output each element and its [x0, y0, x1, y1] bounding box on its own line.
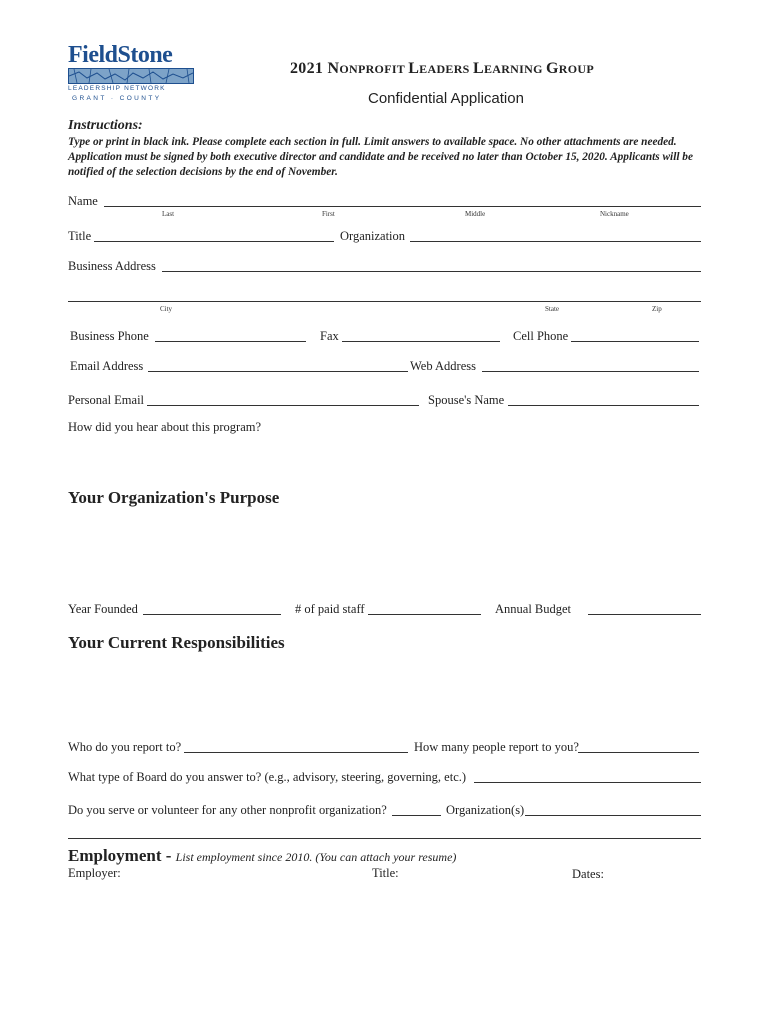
personal-email-field[interactable] [147, 405, 419, 406]
email-label: Email Address [70, 359, 144, 373]
paid-staff-field[interactable] [368, 614, 481, 615]
title-label: Title [68, 229, 92, 243]
annual-budget-field[interactable] [588, 614, 701, 615]
orgs-extra-field[interactable] [68, 838, 701, 839]
employer-label: Employer: [68, 866, 121, 880]
responsibilities-heading: Your Current Responsibilities [68, 633, 285, 652]
year-founded-label: Year Founded [68, 602, 138, 616]
state-label: State [545, 305, 559, 313]
logo-line2: GRANT · COUNTY [72, 95, 162, 102]
middle-label: Middle [465, 210, 486, 218]
page-subtitle: Confidential Application [368, 90, 524, 107]
cell-phone-label: Cell Phone [513, 329, 569, 343]
business-phone-label: Business Phone [70, 329, 149, 343]
email-field[interactable] [148, 371, 408, 372]
serve-field[interactable] [392, 815, 441, 816]
employment-heading: Employment - List employment since 2010. (You can attach your resume) [68, 846, 457, 865]
first-label: First [322, 210, 335, 218]
org-purpose-heading: Your Organization's Purpose [68, 488, 280, 507]
business-phone-field[interactable] [155, 341, 306, 342]
how-many-label: How many people report to you? [414, 740, 579, 754]
how-many-field[interactable] [578, 752, 699, 753]
logo-wordmark: FieldStone [68, 42, 173, 68]
hear-label: How did you hear about this program? [68, 420, 262, 434]
paid-staff-label: # of paid staff [295, 602, 365, 616]
organization-field[interactable] [410, 241, 701, 242]
report-to-field[interactable] [184, 752, 408, 753]
year-founded-field[interactable] [143, 614, 281, 615]
annual-budget-label: Annual Budget [495, 602, 572, 616]
page-title: 2021 NONPROFIT LEADERS LEARNING GROUP [290, 60, 594, 77]
employment-dates-label: Dates: [572, 867, 604, 881]
title-field[interactable] [94, 241, 334, 242]
business-address-label: Business Address [68, 259, 156, 273]
personal-email-label: Personal Email [68, 393, 145, 407]
instructions-heading: Instructions: [68, 118, 143, 133]
nickname-label: Nickname [600, 210, 629, 218]
cell-phone-field[interactable] [571, 341, 699, 342]
report-to-label: Who do you report to? [68, 740, 182, 754]
last-label: Last [162, 210, 175, 218]
board-field[interactable] [474, 782, 701, 783]
serve-label: Do you serve or volunteer for any other nonprofit organization? [68, 803, 387, 817]
name-field[interactable] [104, 206, 701, 207]
board-label: What type of Board do you answer to? (e.g., advisory, steering, governing, etc.) [68, 770, 467, 784]
orgs-field[interactable] [525, 815, 701, 816]
organization-label: Organization [340, 229, 406, 243]
orgs-label: Organization(s) [446, 803, 525, 817]
city-state-zip-field[interactable] [68, 301, 701, 302]
web-field[interactable] [482, 371, 699, 372]
web-label: Web Address [410, 359, 476, 373]
fax-label: Fax [320, 329, 339, 343]
instructions-text: Type or print in black ink. Please complete each section in full. Limit answers to available space. No other attachments are needed. Application must be signed by both executive director and candidate and be received no later than October 15, 2020. Applicants will be notified of the selection decisions by the end of November. [68, 136, 693, 178]
spouse-label: Spouse's Name [428, 393, 505, 407]
name-label: Name [68, 194, 98, 208]
zip-label: Zip [652, 305, 662, 313]
city-label: City [160, 305, 173, 313]
logo-line1: LEADERSHIP NETWORK [68, 85, 166, 92]
stone-pattern-icon [69, 69, 193, 83]
business-address-field[interactable] [162, 271, 701, 272]
fax-field[interactable] [342, 341, 500, 342]
logo-stone-graphic [68, 68, 194, 84]
spouse-field[interactable] [508, 405, 699, 406]
employment-title-label: Title: [372, 866, 399, 880]
